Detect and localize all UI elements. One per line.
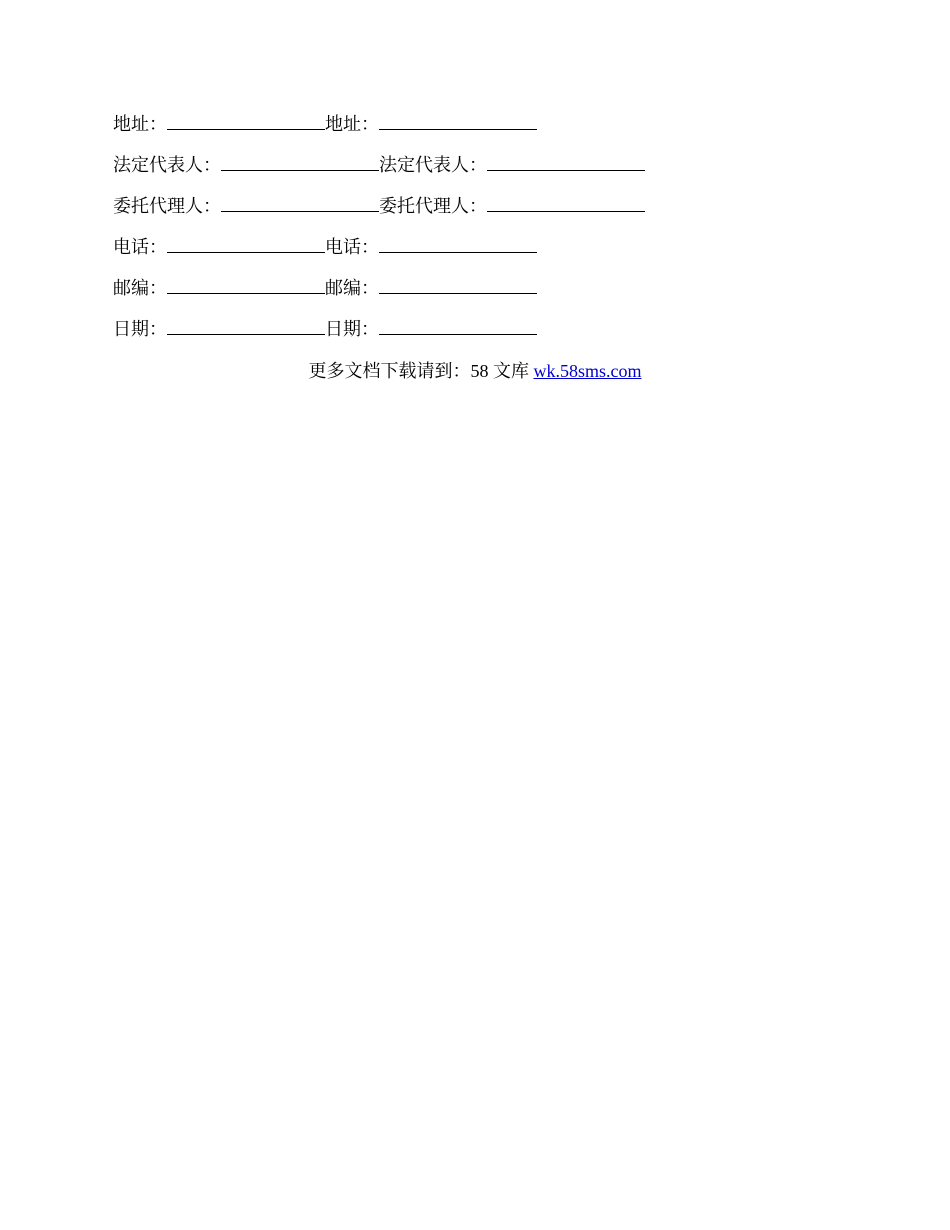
party-a-address-label: 地址： <box>113 114 167 134</box>
party-a-legal-rep-blank[interactable] <box>221 152 379 171</box>
footer-text: 更多文档下载请到：58 文库 <box>308 361 534 381</box>
party-a-date-blank[interactable] <box>167 316 325 335</box>
party-b-legal-rep-label: 法定代表人： <box>379 155 487 175</box>
party-b-date-label: 日期： <box>325 319 379 339</box>
party-b-phone-blank[interactable] <box>379 234 537 253</box>
signature-form <box>113 111 645 357</box>
party-b-address-label: 地址： <box>325 114 379 134</box>
footer-link[interactable]: wk.58sms.com <box>533 361 642 381</box>
party-b-address-blank[interactable] <box>379 111 537 130</box>
party-a-legal-rep-label: 法定代表人： <box>113 155 221 175</box>
party-b-date-blank[interactable] <box>379 316 537 335</box>
form-row-postcode <box>113 275 645 316</box>
party-a-agent-label: 委托代理人： <box>113 196 221 216</box>
party-a-agent-blank[interactable] <box>221 193 379 212</box>
form-row-phone <box>113 234 645 275</box>
form-row-legal-representative <box>113 152 645 193</box>
download-footer <box>0 358 950 384</box>
party-a-phone-blank[interactable] <box>167 234 325 253</box>
party-b-postcode-blank[interactable] <box>379 275 537 294</box>
party-b-agent-blank[interactable] <box>487 193 645 212</box>
party-a-postcode-blank[interactable] <box>167 275 325 294</box>
party-a-address-blank[interactable] <box>167 111 325 130</box>
party-a-phone-label: 电话： <box>113 237 167 257</box>
form-row-date <box>113 316 645 357</box>
party-b-legal-rep-blank[interactable] <box>487 152 645 171</box>
party-a-postcode-label: 邮编： <box>113 278 167 298</box>
party-a-date-label: 日期： <box>113 319 167 339</box>
form-row-address <box>113 111 645 152</box>
party-b-postcode-label: 邮编： <box>325 278 379 298</box>
party-b-agent-label: 委托代理人： <box>379 196 487 216</box>
form-row-authorized-agent <box>113 193 645 234</box>
party-b-phone-label: 电话： <box>325 237 379 257</box>
